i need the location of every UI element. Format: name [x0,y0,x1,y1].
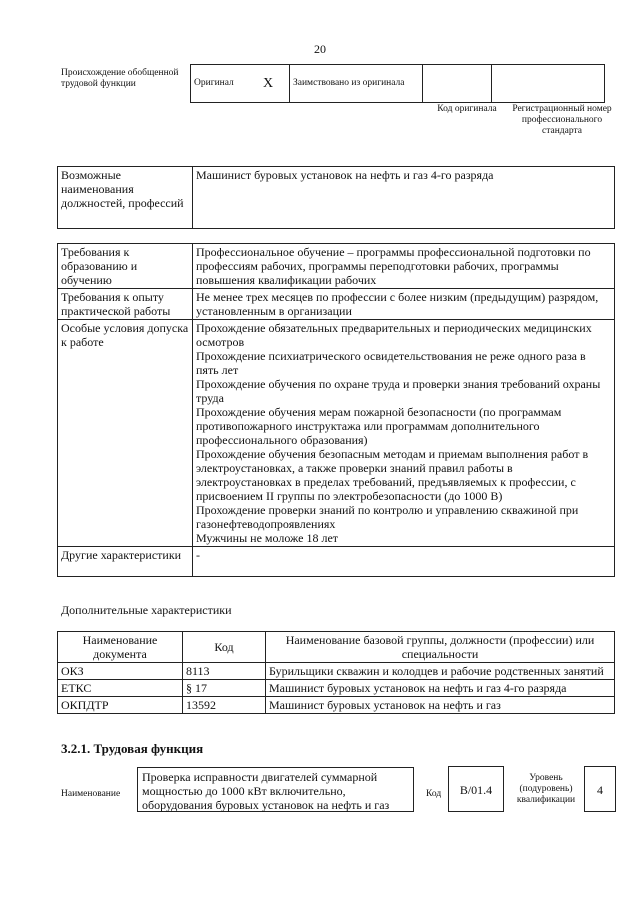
origin-reg-label: Регистрационный номер профессионального стандарта [512,104,612,136]
row-doc: ЕТКС [58,680,183,697]
page-number: 20 [314,42,326,56]
lf-code-label: Код [426,789,442,799]
row-name: Бурильщики скважин и колодцев и рабочие родственных занятий [266,663,615,680]
education-label: Требования к образованию и обучению [58,244,193,289]
lf-level-value: 4 [584,766,616,812]
origin-code-cell [423,65,492,103]
special-list [193,320,615,547]
table-row [58,697,615,714]
origin-borrowed: Заимствовано из оригинала [290,65,423,103]
row-doc: ОКПДТР [58,697,183,714]
row-name: Машинист буровых установок на нефть и газ [266,697,615,714]
row-code: 8113 [183,663,266,680]
header-doc: Наименование документа [58,632,183,663]
titles-value: Машинист буровых установок на нефть и газ 4-го разряда [193,167,615,229]
row-code: § 17 [183,680,266,697]
other-label: Другие характеристики [58,547,193,577]
other-value: - [193,547,615,577]
row-code: 13592 [183,697,266,714]
experience-label: Требования к опыту практической работы [58,289,193,320]
requirements-table [57,243,615,577]
table-row [58,663,615,680]
origin-table [190,64,605,103]
lf-level-label: Уровень (подуровень) квалификации [516,773,576,805]
table-row [58,680,615,697]
special-label: Особые условия допуска к работе [58,320,193,547]
special-item: Прохождение обязательных предварительных и периодических медицинских осмотров [196,321,592,349]
special-item: Прохождение проверки знаний по контролю и управлению скважиной при газонефтеводопроявлениях [196,503,579,531]
experience-value: Не менее трех месяцев по профессии с более низким (предыдущим) разрядом, установленным в организации [193,289,615,320]
titles-label: Возможные наименования должностей, профессий [58,167,193,229]
special-item: Прохождение обучения безопасным методам и приемам выполнения работ в электроустановках, а также проверки знаний правил работы в электроустановках в пределах требований, предъявляемых к профессии, с присвоением II группы по электробезопасности (до 1000 В) [196,447,589,503]
special-item: Прохождение обучения мерам пожарной безопасности (по программам противопожарного инструктажа или программам дополнительного профессионального образования) [196,405,562,447]
titles-table [57,166,615,229]
origin-code-label: Код оригинала [437,104,497,114]
special-item: Прохождение обучения по охране труда и проверки знания требований охраны труда [196,377,601,405]
origin-original: Оригинал [191,65,248,103]
header-name: Наименование базовой группы, должности (профессии) или специальности [266,632,615,663]
lf-code-value: В/01.4 [448,766,504,812]
lf-name-value: Проверка исправности двигателей суммарной мощностью до 1000 кВт включительно, оборудования буровых установок на нефть и газ [137,767,414,812]
lf-name-label: Наименование [61,789,121,799]
origin-mark: X [247,65,290,103]
special-item: Мужчины не моложе 18 лет [196,531,339,545]
additional-heading: Дополнительные характеристики [61,603,232,617]
row-doc: ОКЗ [58,663,183,680]
origin-reg-cell [492,65,605,103]
row-name: Машинист буровых установок на нефть и газ 4-го разряда [266,680,615,697]
origin-label: Происхождение обобщенной трудовой функции [61,68,179,89]
special-item: Прохождение психиатрического освидетельствования не реже одного раза в пять лет [196,349,586,377]
header-code: Код [183,632,266,663]
education-value: Профессиональное обучение – программы профессиональной подготовки по профессиям рабочих, программы переподготовки рабочих, программы повышения квалификации рабочих [193,244,615,289]
additional-table [57,631,615,714]
labor-function-heading: 3.2.1. Трудовая функция [61,741,204,756]
